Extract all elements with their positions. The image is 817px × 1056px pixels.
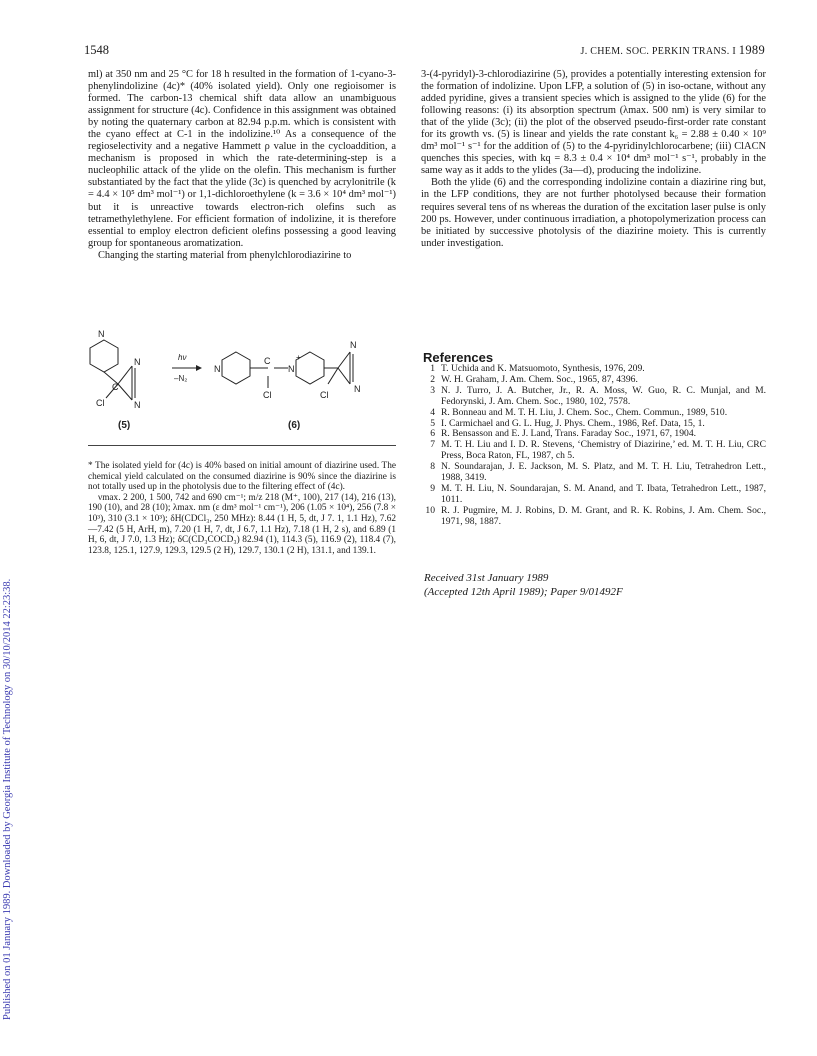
reference-item: [421, 484, 766, 506]
body-paragraph: Both the ylide (6) and the corresponding indolizine contain a diazirine ring but, in the LFP conditions, they are not further photolysed because their formation requires several tens of ns whereas the duration of the excitation laser pulse is only 200 ps. However, under continuous irradiation, a photopolymerization process can be initiated by successive photolysis of the diazirine moiety. This is currently under investigation.: [421, 177, 766, 249]
svg-text:C: C: [112, 382, 119, 392]
footnote-divider: [88, 445, 396, 446]
reference-text: N. Soundarajan, J. E. Jackson, M. S. Platz, and M. T. H. Liu, Tetrahedron Lett., 1988, 3419.: [441, 461, 766, 484]
reference-text: R. Bensasson and E. J. Land, Trans. Faraday Soc., 1971, 67, 1904.: [441, 428, 697, 440]
footnote: [88, 461, 396, 556]
reference-number: 3: [430, 384, 435, 396]
reference-number: 6: [430, 428, 435, 440]
received-date: Received 31st January 1989: [424, 572, 549, 584]
footnote-paragraph: νmax. 2 200, 1 500, 742 and 690 cm⁻¹; m/z 218 (M⁺, 100), 217 (14), 216 (13), 190 (10), and 28 (10); λmax. nm (ε dm³ mol⁻¹ cm⁻¹), 206 (1.05 × 10⁴), 256 (7.8 × 10³), 310 (3.1 × 10³); δH(CDCl₃, 250 MHz): 8.44 (1 H, 5, dt, J 7. 1, 1.1 Hz), 7.62—7.42 (5 H, ArH, m), 7.20 (1 H, 7, dt, J 6.7, 1.1 Hz), 7.18 (1 H, 2 s), and 6.89 (1 H, 6, dt, J 7.0, 1.3 Hz); δC(CD₃COCD₃) 82.94 (1), 114.3 (5), 116.9 (2), 118.4 (7), 123.8, 125.1, 127.9, 129.3, 129.5 (2 H), 129.7, 130.1 (2 H), 131.1, and 139.1.: [88, 492, 396, 556]
publication-side-note[interactable]: Published on 01 January 1989. Downloaded by Georgia Institute of Technology on 30/10/2014 22:23:38.: [2, 578, 13, 1020]
reference-item: [421, 440, 766, 462]
ylide-6-structure: [214, 340, 361, 400]
svg-text:N: N: [134, 400, 141, 410]
reference-number: 9: [430, 482, 435, 494]
arrow-label-n2: –N₂: [174, 374, 188, 383]
reference-text: I. Carmichael and G. L. Hug, J. Phys. Chem., 1986, Ref. Data, 15, 1.: [441, 417, 705, 429]
reference-text: R. Bonneau and M. T. H. Liu, J. Chem. Soc., Chem. Commun., 1989, 510.: [441, 406, 728, 418]
right-column: [421, 69, 766, 250]
reaction-scheme: [88, 320, 388, 432]
body-paragraph: 3-(4-pyridyl)-3-chlorodiazirine (5), provides a potentially interesting extension for the formation of indolizine. Upon LFP, a solution of (5) in iso-octane, without any added pyridine, gives a transient species which is assigned to the ylide (6) for the following reasons: (i) its absorption spectrum (λmax. 500 nm) is very similar to that of the ylide (3c); (ii) the plot of the observed pseudo-first-order rate constant for its growth vs. (5) is linear and yields the rate constant k₆ = 2.88 ± 0.40 × 10⁹ dm³ mol⁻¹ s⁻¹ for the addition of (5) to the 4-pyridinylchlorocarbene; (iii) ClACN quenches this species, with kq = 8.3 ± 0.4 × 10⁴ dm³ mol⁻¹ s⁻¹, probably in the same way as it adds to the ylides (3a—d), producing the indolizine.: [421, 69, 766, 177]
journal-name: J. CHEM. SOC. PERKIN TRANS. I: [580, 46, 736, 57]
svg-text:N: N: [214, 364, 221, 374]
svg-text:+: +: [296, 353, 301, 362]
footnote-paragraph: * The isolated yield for (4c) is 40% based on initial amount of diazirine used. The chemical yield calculated on the consumed diazirine is 90% since the diazirine is not totally used up in the photolysis due to the filtering effect of (4c).: [88, 461, 396, 493]
reference-text: W. H. Graham, J. Am. Chem. Soc., 1965, 87, 4396.: [441, 373, 638, 385]
label-compound-6: (6): [288, 420, 301, 431]
reference-text: M. T. H. Liu, N. Soundarajan, S. M. Anand, and T. Ibata, Tetrahedron Lett., 1987, 1011.: [441, 482, 766, 505]
body-paragraph: ml) at 350 nm and 25 °C for 18 h resulted in the formation of 1-cyano-3-phenylindolizine (4c)* (40% isolated yield). Only one regioisomer is formed. The carbon-13 chemical shift data allow an unambiguous assignment for structure (4c). Confidence in this assignment was obtained by noting the quaternary carbon at 82.94 p.p.m. which is consistent with the cyano effect at C-1 in the indolizine.¹⁰ As a consequence of the regioselectivity and a negative Hammett ρ value in the cycloaddition, a mechanism is proposed in which the rate-determining-step is a nucleophilic attack of the ylide on the olefin. This mechanism is further substantiated by the fact that the ylide (3c) is quenched by acrylonitrile (k = 4.4 × 10⁵ dm³ mol⁻¹) or 1,1-dichloroethylene (k = 3.6 × 10⁴ dm³ mol⁻¹) but it is unreactive towards electron-rich olefins such as tetramethylethylene. For efficient formation of indolizine, it is therefore essential to employ electron deficient olefins possessing a good leaving group for spontaneous aromatization.: [88, 69, 396, 249]
reference-number: 1: [430, 363, 435, 374]
reference-text: T. Uchida and K. Matsuomoto, Synthesis, 1976, 209.: [441, 363, 645, 374]
reference-number: 7: [430, 439, 435, 451]
accepted-date: (Accepted 12th April 1989); Paper 9/01492F: [424, 585, 623, 598]
journal-header: [581, 43, 766, 58]
references-heading: References: [423, 350, 494, 365]
svg-text:Cl: Cl: [96, 398, 105, 408]
reference-number: 10: [425, 504, 435, 516]
page-number: 1548: [84, 43, 109, 57]
references-list: [421, 364, 766, 528]
reference-text: N. J. Turro, J. A. Butcher, Jr., R. A. Moss, W. Guo, R. C. Munjal, and M. Fedorynski, J. Am. Chem. Soc., 1980, 102, 7578.: [441, 384, 766, 407]
reference-item: [421, 386, 766, 408]
reference-item: [421, 506, 766, 528]
reference-text: M. T. H. Liu and I. D. R. Stevens, ‘Chemistry of Diazirine,’ ed. M. T. H. Liu, CRC Press, Boca Raton, FL, 1987, ch 5.: [441, 439, 766, 462]
received-note: [424, 572, 764, 599]
left-column: [88, 69, 396, 262]
svg-text:Cl: Cl: [320, 390, 329, 400]
diazirine-5-structure: [90, 329, 141, 410]
svg-text:N: N: [98, 329, 105, 339]
arrow-label-hv: hν: [178, 353, 187, 362]
reference-number: 4: [430, 406, 435, 418]
reference-number: 8: [430, 461, 435, 473]
label-compound-5: (5): [118, 420, 131, 431]
journal-year: 1989: [738, 43, 765, 57]
reference-number: 5: [430, 417, 435, 429]
svg-text:N: N: [350, 340, 357, 350]
body-paragraph: Changing the starting material from phenylchlorodiazirine to: [98, 249, 352, 261]
svg-text:N: N: [354, 384, 361, 394]
svg-text:Cl: Cl: [263, 390, 272, 400]
svg-text:N: N: [134, 357, 141, 367]
svg-text:N: N: [288, 364, 295, 374]
reference-item: [421, 462, 766, 484]
reference-number: 2: [430, 373, 435, 385]
reference-text: R. J. Pugmire, M. J. Robins, D. M. Grant, and R. K. Robins, J. Am. Chem. Soc., 1971, 98, 1887.: [441, 504, 766, 527]
svg-text:C: C: [264, 356, 271, 366]
